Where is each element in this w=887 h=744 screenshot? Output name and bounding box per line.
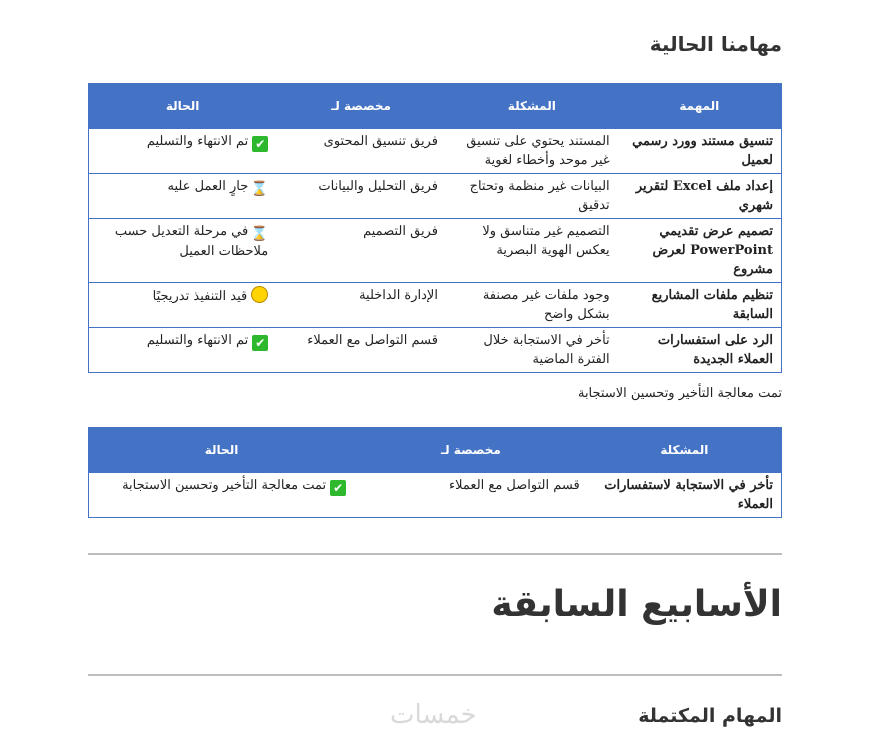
table-row bbox=[89, 219, 782, 283]
current-tasks-heading: مهامنا الحالية bbox=[649, 32, 782, 56]
task-cell: إعداد ملف Excel لتقرير شهري bbox=[618, 174, 782, 219]
problem-cell: المستند يحتوي على تنسيق غير موحد وأخطاء لغوية bbox=[446, 129, 618, 174]
status-cell bbox=[89, 219, 277, 283]
problem-cell: البيانات غير منظمة وتحتاج تدقيق bbox=[446, 174, 618, 219]
table-row bbox=[89, 174, 782, 219]
status-text: تم الانتهاء والتسليم bbox=[146, 333, 249, 348]
status-text: في مرحلة التعديل حسب ملاحظات العميل bbox=[114, 224, 269, 259]
task-cell: الرد على استفسارات العملاء الجديدة bbox=[618, 328, 782, 373]
note-text: تمت معالجة التأخير وتحسين الاستجابة bbox=[577, 386, 782, 401]
status-cell bbox=[89, 174, 277, 219]
problem-cell: تأخر في الاستجابة لاستفسارات العملاء bbox=[588, 473, 782, 518]
column-header-status: الحالة bbox=[89, 428, 355, 473]
status-text: تمت معالجة التأخير وتحسين الاستجابة bbox=[122, 478, 327, 493]
problem-table bbox=[88, 427, 782, 518]
status-cell bbox=[89, 283, 277, 328]
table-row bbox=[89, 328, 782, 373]
assigned-cell: الإدارة الداخلية bbox=[276, 283, 446, 328]
completed-tasks-heading: المهام المكتملة bbox=[638, 705, 782, 727]
hourglass-icon: ⌛ bbox=[250, 181, 269, 197]
column-header-assigned: مخصصة لـ bbox=[354, 428, 588, 473]
task-cell: تصميم عرض تقديمي PowerPoint لعرض مشروع bbox=[618, 219, 782, 283]
status-cell bbox=[89, 328, 277, 373]
check-icon: ✔ bbox=[252, 136, 268, 152]
table-row bbox=[89, 129, 782, 174]
table-row bbox=[89, 283, 782, 328]
assigned-cell: فريق التحليل والبيانات bbox=[276, 174, 446, 219]
table-header-row bbox=[89, 84, 782, 129]
column-header-assigned: مخصصة لـ bbox=[276, 84, 446, 129]
assigned-cell: قسم التواصل مع العملاء bbox=[276, 328, 446, 373]
check-icon: ✔ bbox=[330, 480, 346, 496]
task-cell: تنظيم ملفات المشاريع السابقة bbox=[618, 283, 782, 328]
table-header-row bbox=[89, 428, 782, 473]
status-cell bbox=[89, 473, 355, 518]
divider bbox=[88, 674, 782, 676]
column-header-task: المهمة bbox=[618, 84, 782, 129]
table-row bbox=[89, 473, 782, 518]
task-cell: تنسيق مستند وورد رسمي لعميل bbox=[618, 129, 782, 174]
watermark-logo: خمسات bbox=[390, 700, 477, 730]
assigned-cell: فريق تنسيق المحتوى bbox=[276, 129, 446, 174]
status-text: جارٍ العمل عليه bbox=[167, 179, 249, 194]
check-icon: ✔ bbox=[252, 335, 268, 351]
previous-weeks-heading: الأسابيع السابقة bbox=[491, 584, 782, 625]
problem-cell: التصميم غير متناسق ولا يعكس الهوية البصرية bbox=[446, 219, 618, 283]
divider bbox=[88, 553, 782, 555]
column-header-status: الحالة bbox=[89, 84, 277, 129]
yellow-circle-icon bbox=[251, 286, 268, 303]
current-tasks-table bbox=[88, 83, 782, 373]
status-cell bbox=[89, 129, 277, 174]
status-text: قيد التنفيذ تدريجيًا bbox=[152, 289, 248, 304]
problem-cell: تأخر في الاستجابة خلال الفترة الماضية bbox=[446, 328, 618, 373]
assigned-cell: فريق التصميم bbox=[276, 219, 446, 283]
problem-cell: وجود ملفات غير مصنفة بشكل واضح bbox=[446, 283, 618, 328]
assigned-cell: قسم التواصل مع العملاء bbox=[354, 473, 588, 518]
column-header-problem: المشكلة bbox=[446, 84, 618, 129]
column-header-problem: المشكلة bbox=[588, 428, 782, 473]
status-text: تم الانتهاء والتسليم bbox=[146, 134, 249, 149]
hourglass-icon: ⌛ bbox=[250, 226, 269, 242]
